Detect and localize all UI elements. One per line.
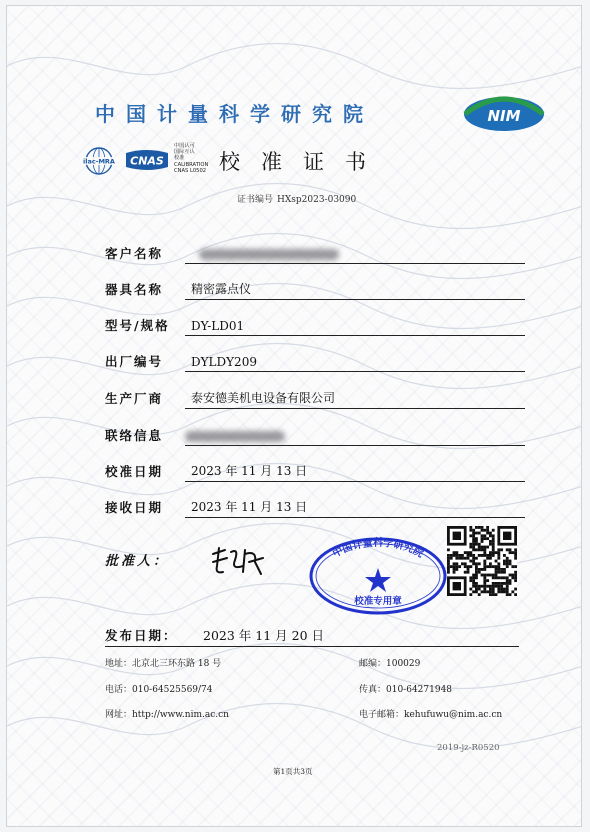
field-value: 2023 年 11 月 13 日 [191,500,308,514]
underline [185,408,525,409]
field-model [105,312,525,336]
issue-date-label: 发布日期： [105,628,178,643]
underline [185,335,525,336]
qr-code [447,526,517,596]
underline [185,481,525,482]
underline [185,517,525,518]
nim-logo-text: NIM [487,107,521,125]
field-receipt-date [105,494,525,518]
cnas-line: CNAS L0502 [174,167,207,174]
field-manufacturer [105,385,525,409]
document-code: 2019-jz-R0520 [437,743,500,753]
underline [185,263,525,264]
svg-text:中国计量科学研究院 [330,536,426,560]
approver-signature [209,544,269,580]
field-serial-number [105,348,525,372]
field-value: DY-LD01 [191,319,245,333]
field-label: 器具名称 [105,282,164,297]
field-label: 生产厂商 [105,391,164,406]
cnas-logo [123,149,171,171]
underline [185,445,525,446]
field-label: 联络信息 [105,428,164,443]
cnas-line: 国际互认 [174,149,195,156]
field-customer-name [105,240,525,264]
seal-bottom-text: 校准专用章 [354,596,402,607]
postcode-text: 邮编：100029 [359,659,421,669]
email-text: 电子邮箱：kehufuwu@nim.ac.cn [359,710,503,720]
issue-date-value: 2023 年 11 月 20 日 [203,628,324,643]
field-label: 校准日期 [105,464,164,479]
certificate-number-label: 证书编号 [237,195,274,205]
calibration-seal [307,536,449,616]
institute-name: 中国计量科学研究院 [95,102,374,126]
phone-text: 电话：010-64525569/74 [105,685,213,695]
underline [185,299,525,300]
certificate-title: 校准证书 [219,150,387,174]
field-value: 精密露点仪 [191,282,252,296]
cnas-line: 中国认可 [174,143,195,149]
field-value: 2023 年 11 月 13 日 [191,464,308,478]
underline [185,371,525,372]
certificate-number [237,192,437,205]
field-label: 接收日期 [105,500,164,515]
cnas-line: CALIBRATION [174,161,209,168]
website-text: 网址：http://www.nim.ac.cn [105,710,229,720]
redaction-blur [185,431,285,442]
issue-date-underline [105,646,519,647]
field-label: 型号/规格 [105,318,170,333]
field-label: 客户名称 [105,246,164,261]
address-text: 地址：北京北三环东路 18 号 [105,659,222,669]
certificate-page [6,5,582,827]
nim-logo [461,90,547,136]
field-value: DYLDY209 [191,355,257,369]
field-instrument-name [105,276,525,300]
fax-text: 传真：010-64271948 [359,685,453,695]
field-calibration-date [105,458,525,482]
approver-label: 批准人： [105,554,170,569]
ilac-mra-text: ilac-MRA [83,157,115,166]
page-number: 第1页共3页 [273,767,313,776]
seal-arc-text: 中国计量科学研究院 [331,538,425,561]
field-label: 出厂编号 [105,354,164,369]
field-value: 泰安德美机电设备有限公司 [191,391,336,405]
cnas-logo-text: CNAS [130,154,164,168]
cnas-line: 校准 [174,155,185,162]
redaction-blur [199,249,339,260]
ilac-mra-logo [77,146,121,176]
field-contact-info [105,422,525,446]
certificate-number-value: HXsp2023-03090 [277,195,357,205]
